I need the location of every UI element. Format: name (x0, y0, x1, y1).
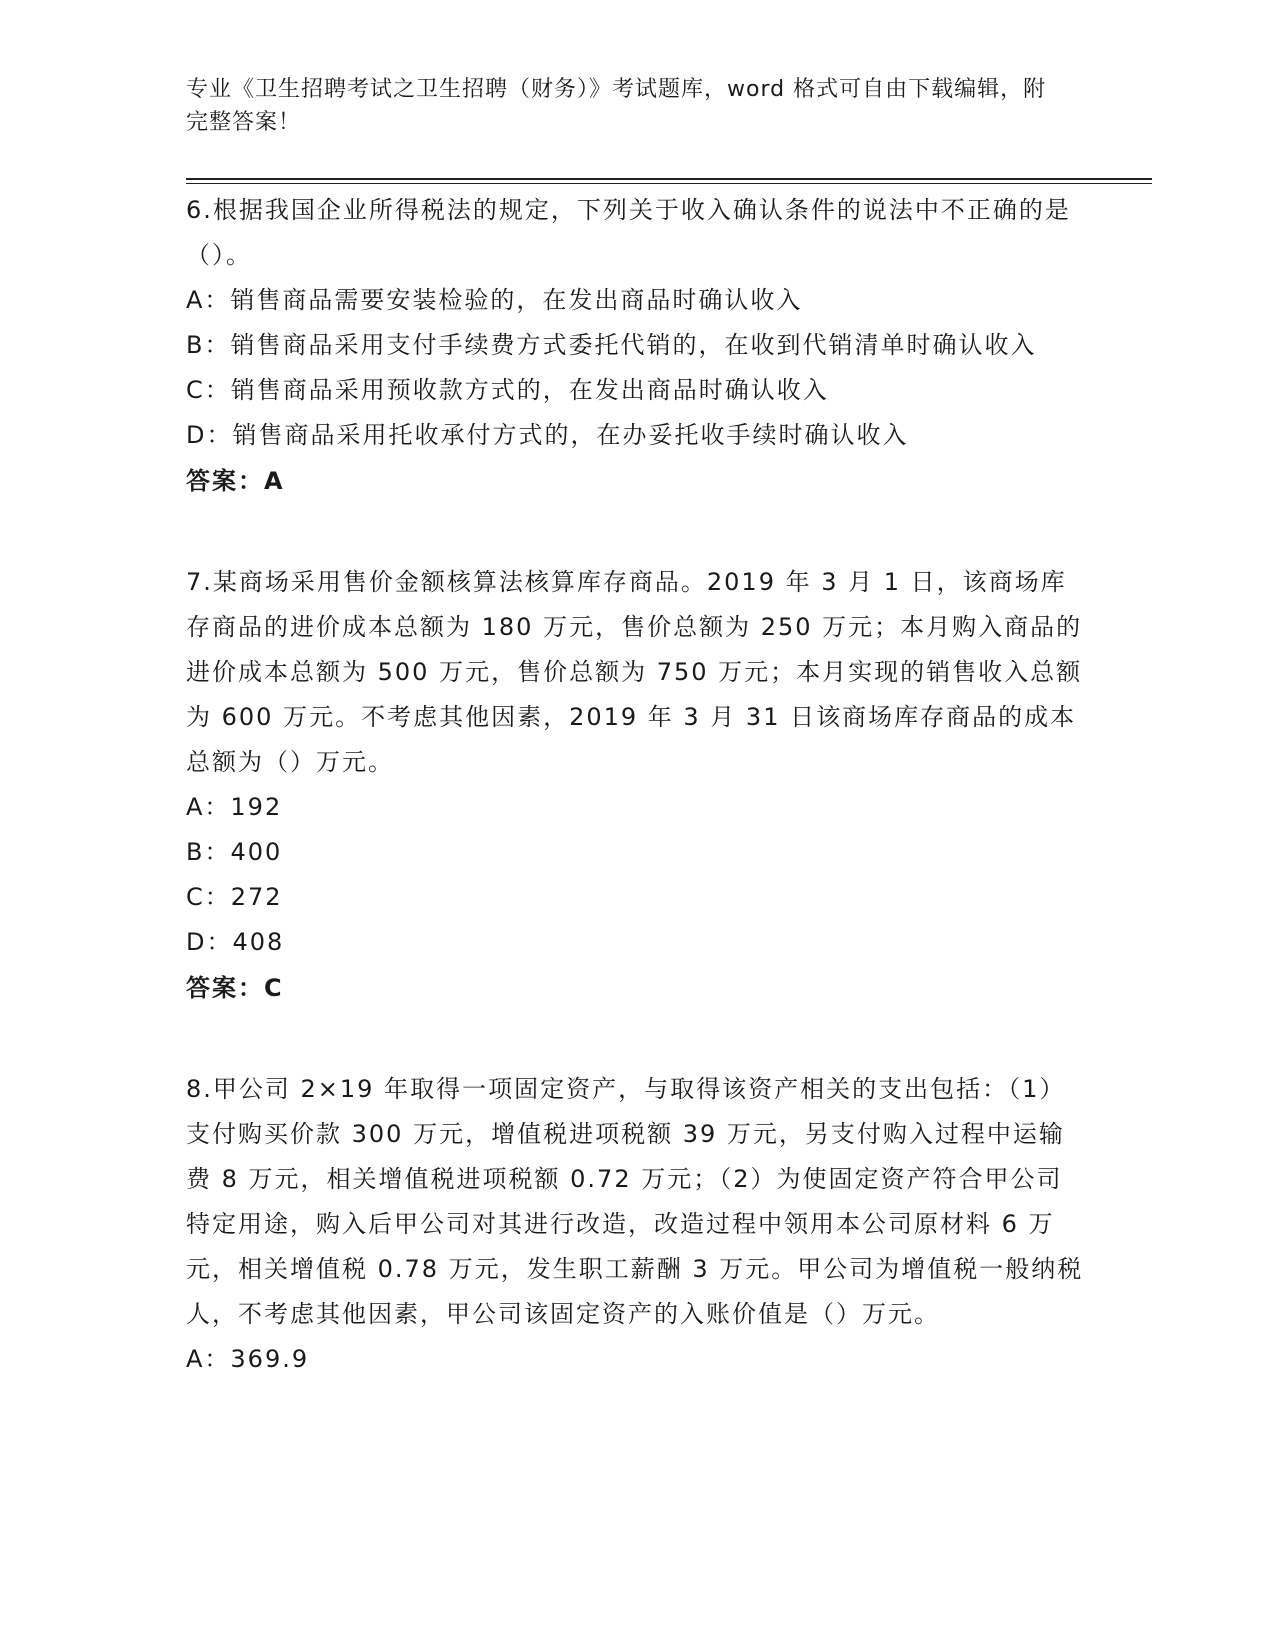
header-divider-thin (186, 183, 1152, 184)
document-header: 专业《卫生招聘考试之卫生招聘（财务）》考试题库，word 格式可自由下载编辑，附完整答案！ (186, 77, 1047, 135)
answer-label: 答案：C (186, 974, 284, 1002)
option-c: C：销售商品采用预收款方式的，在发出商品时确认收入 (186, 376, 829, 404)
question-spacer (186, 1012, 1086, 1067)
header-divider-thick (186, 178, 1152, 180)
question-stem: 8.甲公司 2×19 年取得一项固定资产，与取得该资产相关的支出包括：（1）支付购买价款 300 万元，增值税进项税额 39 万元，另支付购入过程中运输费 8 万元，相关增值税进项税额 0.72 万元；（2）为使固定资产符合甲公司特定用途，购入后甲公司对其进行改造，改造过程中领用本公司原材料 6 万元，相关增值税 0.78 万元，发生职工薪酬 3 万元。甲公司为增值税一般纳税人，不考虑其他因素，甲公司该固定资产的入账价值是（）万元。 (186, 1075, 1084, 1328)
option-d: D：408 (186, 928, 285, 956)
question-6 (186, 188, 1086, 505)
option-b: B：400 (186, 838, 283, 866)
question-list (186, 188, 1086, 1382)
option-c: C：272 (186, 883, 283, 911)
option-a: A：369.9 (186, 1345, 310, 1373)
option-d: D：销售商品采用托收承付方式的，在办妥托收手续时确认收入 (186, 421, 909, 449)
question-stem: 6.根据我国企业所得税法的规定，下列关于收入确认条件的说法中不正确的是（）。 (186, 196, 1071, 269)
answer-label: 答案：A (186, 467, 285, 495)
option-a: A：192 (186, 793, 283, 821)
question-7 (186, 560, 1086, 1012)
question-spacer (186, 505, 1086, 560)
option-a: A：销售商品需要安装检验的，在发出商品时确认收入 (186, 286, 803, 314)
option-b: B：销售商品采用支付手续费方式委托代销的，在收到代销清单时确认收入 (186, 331, 1037, 359)
question-stem: 7.某商场采用售价金额核算法核算库存商品。2019 年 3 月 1 日，该商场库存商品的进价成本总额为 180 万元，售价总额为 250 万元；本月购入商品的进价成本总额为 500 万元，售价总额为 750 万元；本月实现的销售收入总额为 600 万元。不考虑其他因素，2019 年 3 月 31 日该商场库存商品的成本总额为（）万元。 (186, 568, 1083, 776)
question-8 (186, 1067, 1086, 1382)
